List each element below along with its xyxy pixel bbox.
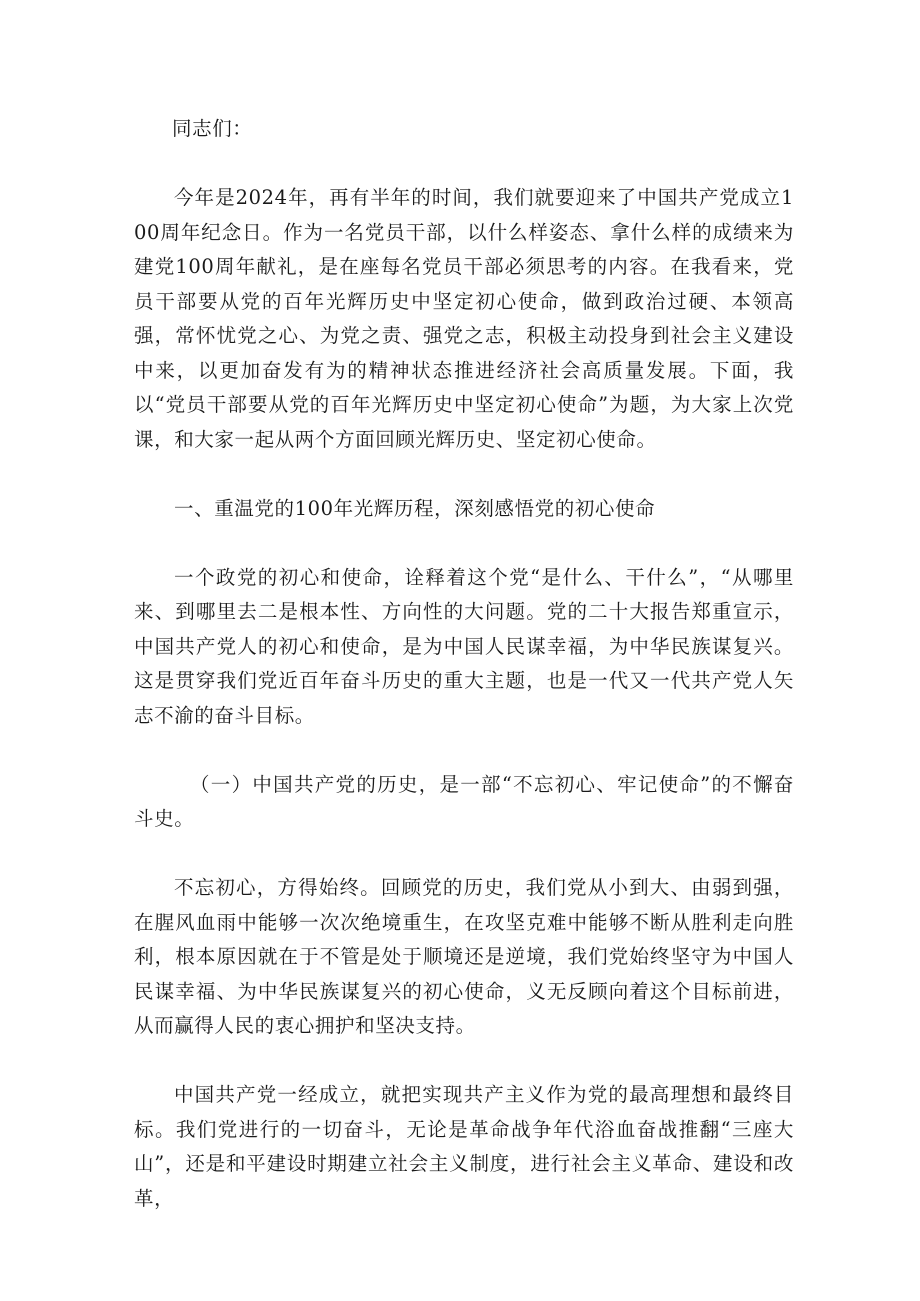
section-heading-1: 一、重温党的100年光辉历程，深刻感悟党的初心使命 <box>174 496 656 520</box>
document-body <box>134 112 794 1251</box>
paragraph-initial-mission: 一个政党的初心和使命，诠释着这个党“是什么、干什么”，“从哪里来、到哪里去二是根本性、方向性的大问题。党的二十大报告郑重宣示，中国共产党人的初心和使命，是为中国人民谋幸福，为中华民族谋复兴。这是贯穿我们党近百年奋斗历史的重大主题，也是一代又一代共产党人矢志不渝的奋斗目标。 <box>134 565 794 727</box>
paragraph-history-review: 不忘初心，方得始终。回顾党的历史，我们党从小到大、由弱到强，在腥风血雨中能够一次次绝境重生，在攻坚克难中能够不断从胜利走向胜利，根本原因就在于不管是处于顺境还是逆境，我们党始终坚守为中国人民谋幸福、为中华民族谋复兴的初心使命，义无反顾向着这个目标前进，从而赢得人民的衷心拥护和坚决支持。 <box>134 876 794 1037</box>
salutation: 同志们： <box>172 117 253 140</box>
intro-paragraph: 今年是2024年，再有半年的时间，我们就要迎来了中国共产党成立100周年纪念日。作为一名党员干部，以什么样姿态、拿什么样的成绩来为建党100周年献礼，是在座每名党员干部必须思考的内容。在我看来，党员干部要从党的百年光辉历史中坚定初心使命，做到政治过硬、本领高强，常怀忧党之心、为党之责、强党之志，积极主动投身到社会主义建设中来，以更加奋发有为的精神状态推进经济社会高质量发展。下面，我以“党员干部要从党的百年光辉历史中坚定初心使命”为题，为大家上次党课，和大家一起从两个方面回顾光辉历史、坚定初心使命。 <box>134 186 794 451</box>
subsection-heading-1: （一）中国共产党的历史，是一部“不忘初心、牢记使命”的不懈奋斗史。 <box>134 772 794 830</box>
paragraph-party-founding: 中国共产党一经成立，就把实现共产主义作为党的最高理想和最终目标。我们党进行的一切奋斗，无论是革命战争年代浴血奋战推翻“三座大山”，还是和平建设时期建立社会主义制度，进行社会主义革命、建设和改革， <box>134 1083 794 1210</box>
